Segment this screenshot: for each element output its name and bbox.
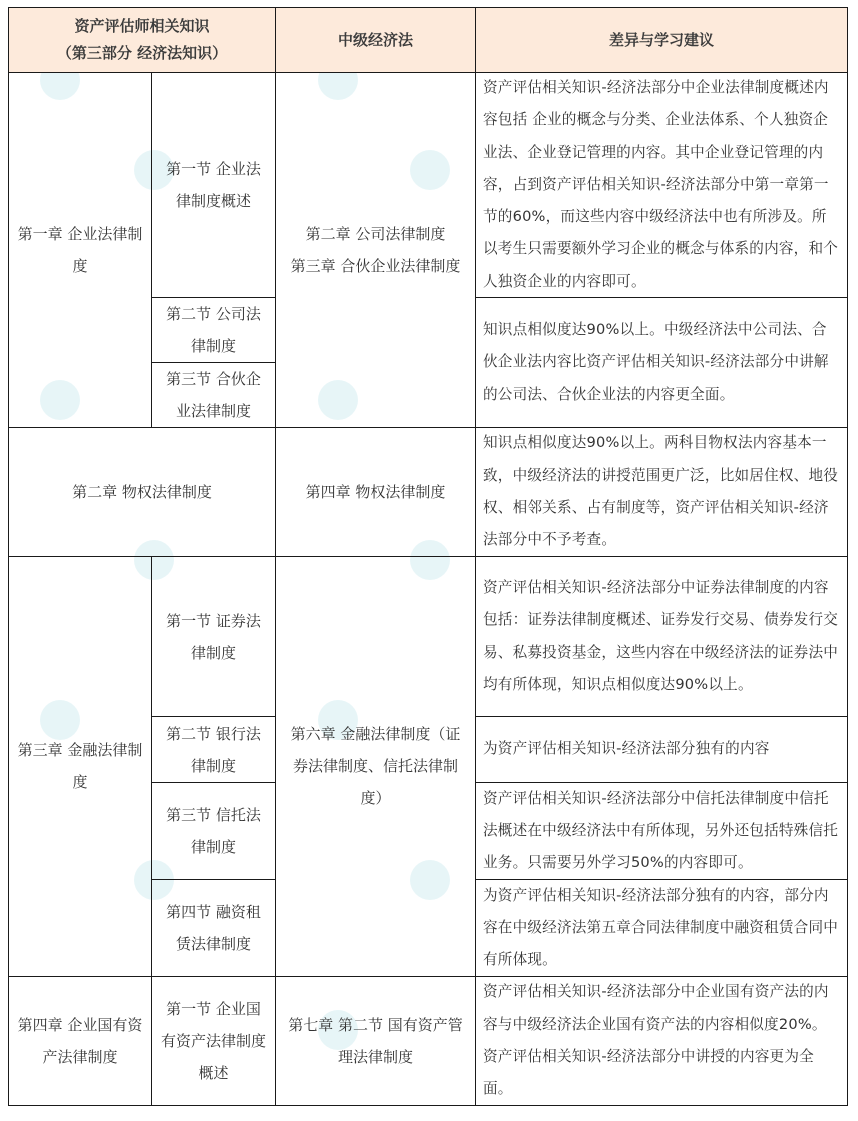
section-cell: 第三节 合伙企业法律制度 [151, 362, 276, 428]
advice-cell: 资产评估相关知识-经济法部分中证券法律制度的内容包括：证券法律制度概述、证券发行交易、债券发行交易、私募投资基金，这些内容在中级经济法的证券法中均有所体现，知识点相似度达90%以上。 [475, 556, 848, 717]
chapter-cell: 第三章 金融法律制度 [8, 556, 152, 977]
section-cell: 第三节 信托法律制度 [151, 782, 276, 880]
header-cell-asset-appraisal [8, 7, 276, 73]
intermediate-chapter-cell: 第二章 公司法律制度 第三章 合伙企业法律制度 [275, 72, 476, 428]
section-cell: 第四节 融资租赁法律制度 [151, 879, 276, 977]
section-cell: 第二节 公司法律制度 [151, 297, 276, 363]
advice-cell: 为资产评估相关知识-经济法部分独有的内容 [475, 716, 848, 783]
advice-cell: 资产评估相关知识-经济法部分中企业法律制度概述内容包括 企业的概念与分类、企业法体系、个人独资企业法、企业登记管理的内容。其中企业登记管理的内容，占到资产评估相关知识-经济法部分中第一章第一节的60%，而这些内容中级经济法中也有所涉及。所以考生只需要额外学习企业的概念与体系的内容，和个人独资企业的内容即可。 [475, 72, 848, 298]
header-cell-difference-advice: 差异与学习建议 [475, 7, 848, 73]
advice-cell: 知识点相似度达90%以上。中级经济法中公司法、合伙企业法内容比资产评估相关知识-经济法部分中讲解的公司法、合伙企业法的内容更全面。 [475, 297, 848, 428]
chapter-cell: 第二章 物权法律制度 [8, 427, 276, 557]
advice-cell: 资产评估相关知识-经济法部分中信托法律制度中信托法概述在中级经济法中有所体现，另外还包括特殊信托业务。只需要另外学习50%的内容即可。 [475, 782, 848, 880]
intermediate-chapter-cell: 第七章 第二节 国有资产管理法律制度 [275, 976, 476, 1106]
section-cell: 第一节 企业法律制度概述 [151, 72, 276, 298]
header-cell-intermediate-law: 中级经济法 [275, 7, 476, 73]
section-cell: 第一节 企业国有资产法律制度概述 [151, 976, 276, 1106]
section-cell: 第二节 银行法律制度 [151, 716, 276, 783]
intermediate-chapter-cell: 第四章 物权法律制度 [275, 427, 476, 557]
chapter-cell: 第一章 企业法律制度 [8, 72, 152, 428]
header-title-line1: 资产评估师相关知识 [74, 17, 210, 35]
header-title-line2: （第三部分 经济法知识） [56, 44, 228, 62]
advice-cell: 资产评估相关知识-经济法部分中企业国有资产法的内容与中级经济法企业国有资产法的内容相似度20%。资产评估相关知识-经济法部分中讲授的内容更为全面。 [475, 976, 848, 1106]
chapter-cell: 第四章 企业国有资产法律制度 [8, 976, 152, 1106]
advice-cell: 为资产评估相关知识-经济法部分独有的内容，部分内容在中级经济法第五章合同法律制度中融资租赁合同中有所体现。 [475, 879, 848, 977]
section-cell: 第一节 证券法律制度 [151, 556, 276, 717]
advice-cell: 知识点相似度达90%以上。两科目物权法内容基本一致，中级经济法的讲授范围更广泛，比如居住权、地役权、相邻关系、占有制度等，资产评估相关知识-经济法部分中不予考查。 [475, 427, 848, 557]
intermediate-chapter-cell: 第六章 金融法律制度（证券法律制度、信托法律制度） [275, 556, 476, 977]
